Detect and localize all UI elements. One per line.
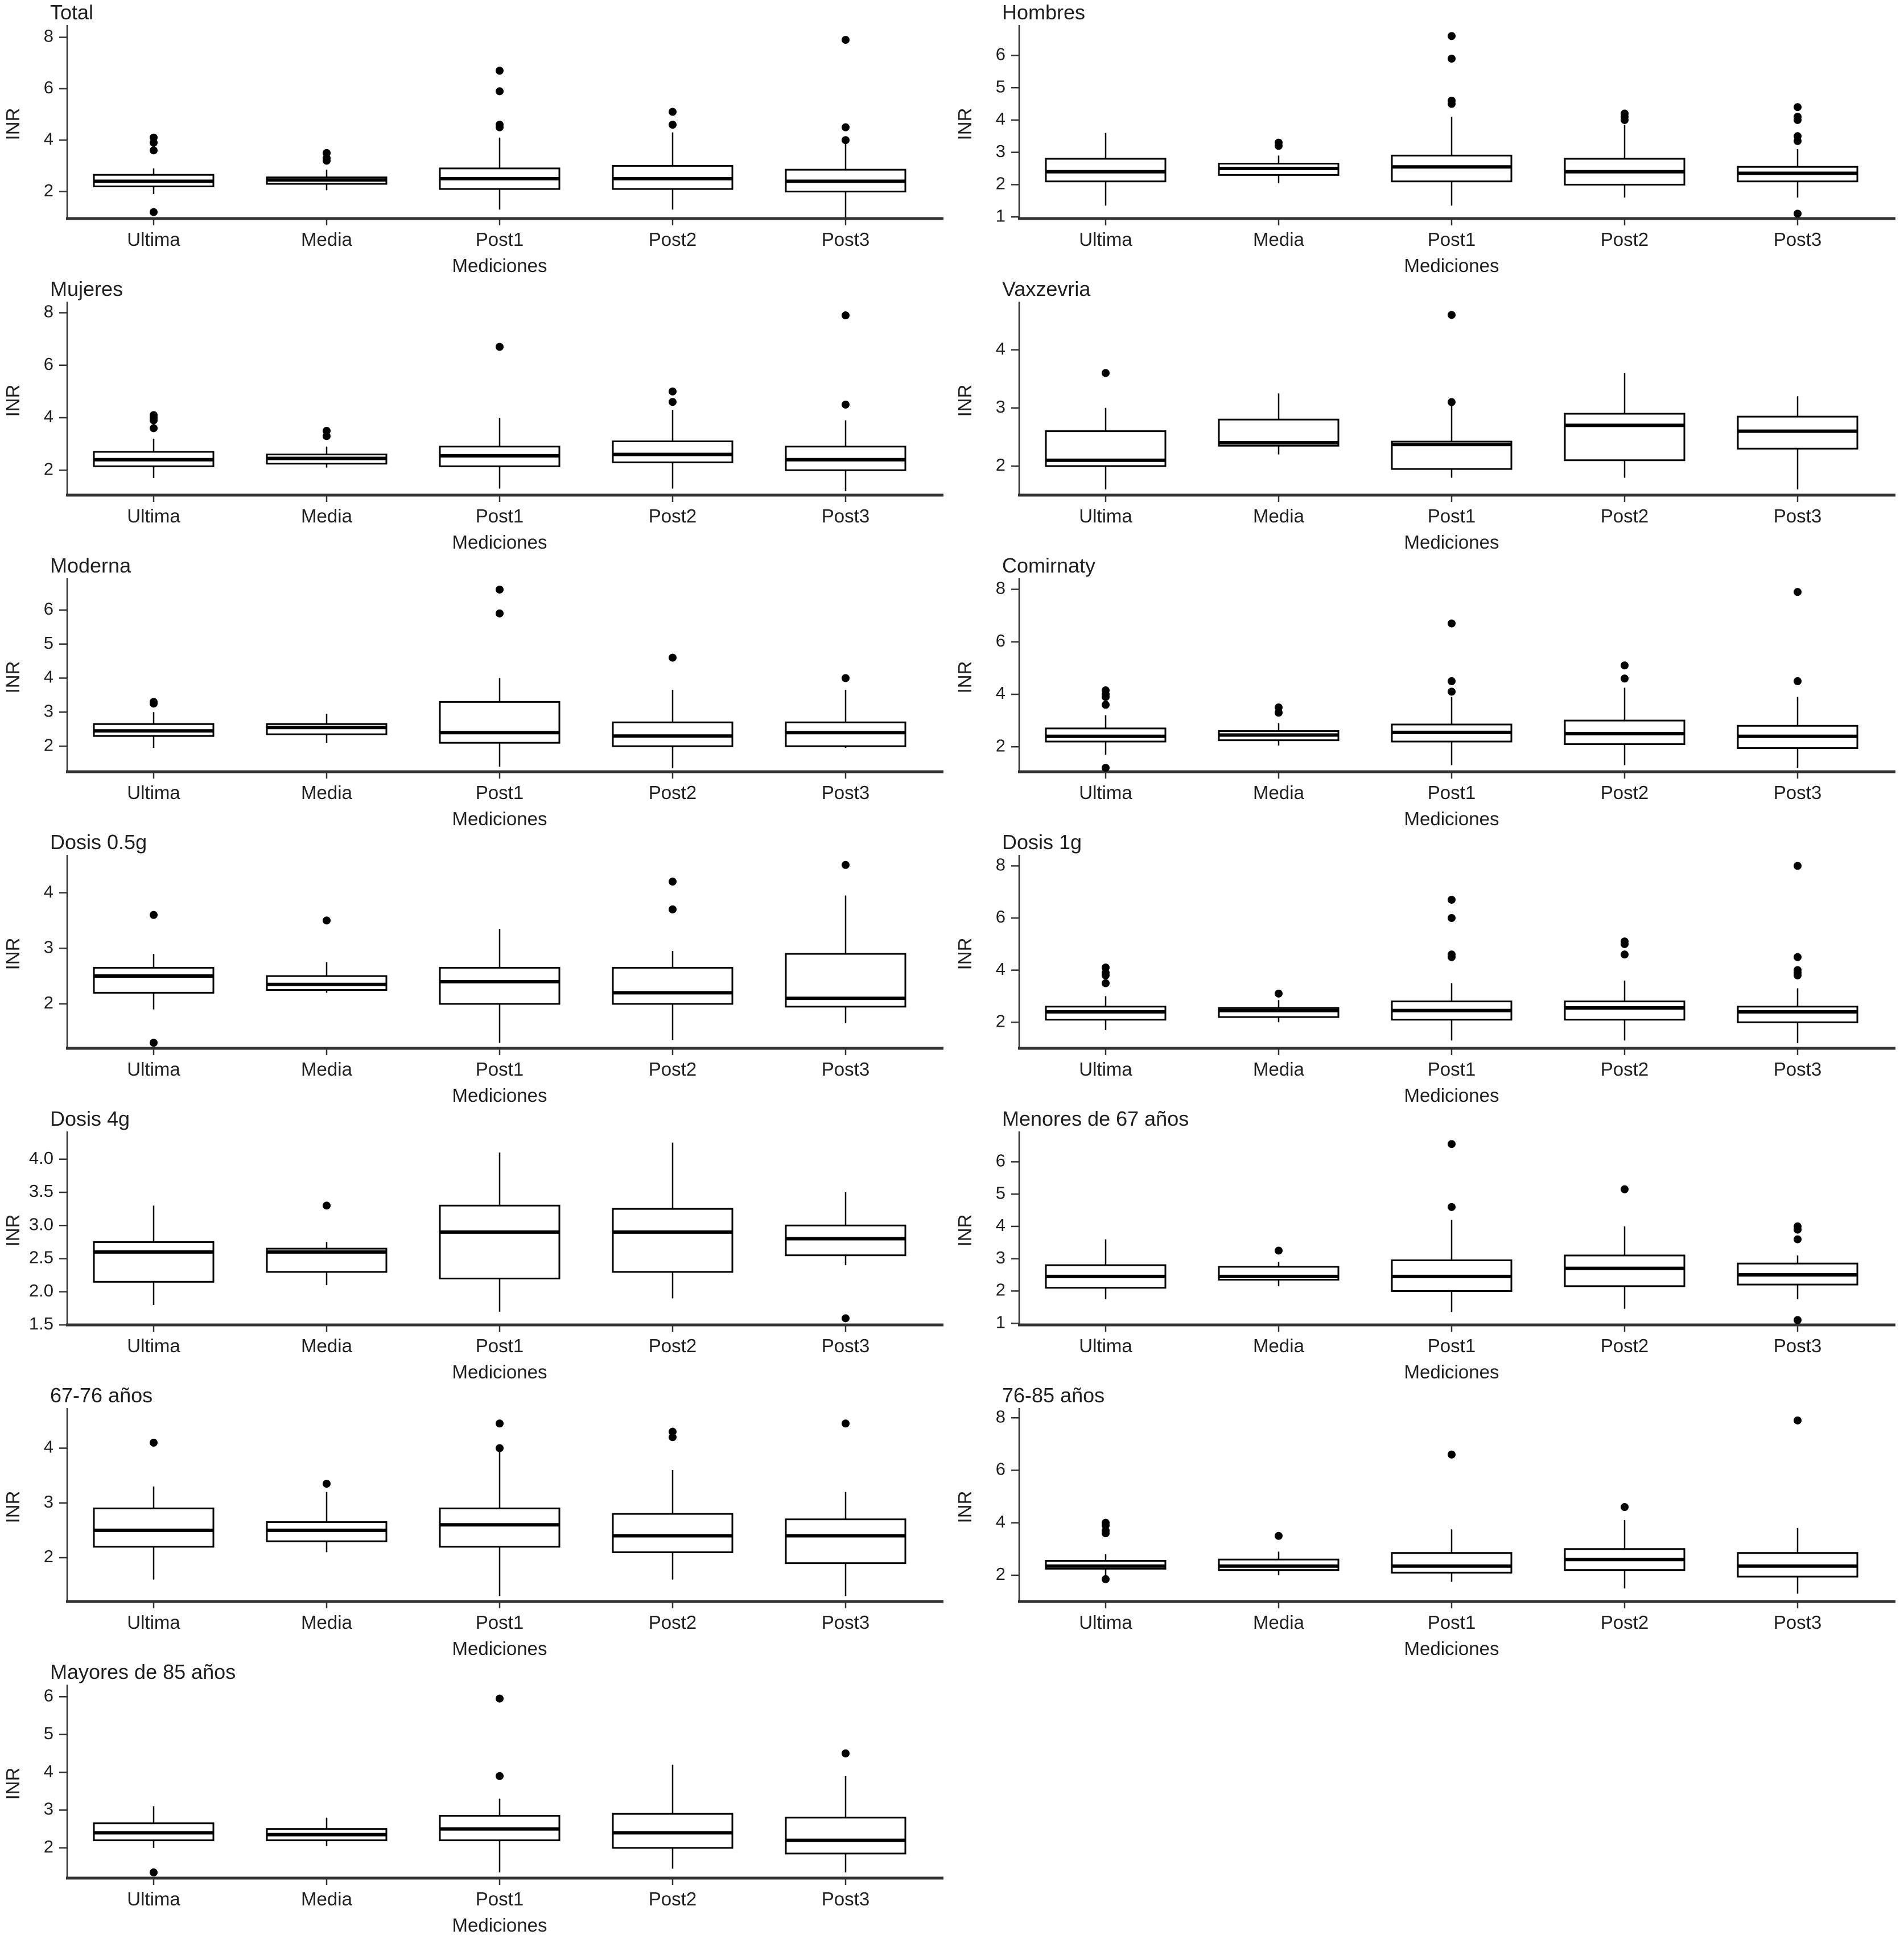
outlier-dot: [496, 121, 504, 129]
panel-title: 76-85 años: [1002, 1384, 1105, 1407]
y-tick-label: 2: [995, 1564, 1005, 1584]
outlier-dot: [1448, 97, 1456, 105]
x-tick-label: Ultima: [127, 1888, 180, 1909]
y-tick-label: 4: [995, 338, 1005, 359]
y-tick-label: 3: [995, 141, 1005, 161]
outlier-dot: [842, 311, 850, 319]
outlier-dot: [1275, 1246, 1283, 1254]
y-axis-title: INR: [954, 108, 975, 141]
box-iqr: [1565, 1255, 1684, 1286]
outlier-dot: [1275, 1532, 1283, 1540]
outlier-dot: [1448, 950, 1456, 958]
panel-dosis-05g: [0, 830, 952, 1106]
x-tick-label: Post1: [475, 1612, 524, 1633]
box-iqr: [613, 1514, 732, 1552]
panel-mayores-85: [0, 1660, 952, 1936]
y-tick-label: 4: [43, 881, 53, 901]
y-axis-title: INR: [954, 384, 975, 417]
outlier-dot: [842, 123, 850, 131]
boxplot-chart-dosis-1g: [952, 830, 1904, 1106]
outlier-dot: [1794, 966, 1802, 974]
x-tick-label: Ultima: [127, 782, 180, 803]
outlier-dot: [496, 1695, 504, 1703]
panel-comirnaty: [952, 553, 1904, 830]
x-tick-label: Post3: [1773, 229, 1822, 250]
outlier-dot: [669, 905, 677, 913]
panel-menores-67: [952, 1106, 1904, 1383]
outlier-dot: [842, 36, 850, 44]
outlier-dot: [1448, 677, 1456, 685]
y-tick-label: 2.5: [28, 1247, 53, 1267]
x-axis-title: Mediciones: [1404, 1085, 1499, 1106]
outlier-dot: [1275, 703, 1283, 711]
outlier-dot: [1448, 32, 1456, 40]
outlier-dot: [1621, 110, 1629, 118]
x-tick-label: Post1: [1427, 1612, 1476, 1633]
y-tick-label: 3: [43, 1491, 53, 1512]
boxplot-chart-dosis-05g: [0, 830, 952, 1106]
panel-title: Dosis 1g: [1002, 830, 1082, 854]
x-axis-title: Mediciones: [1404, 1361, 1499, 1382]
x-tick-label: Media: [1253, 1612, 1304, 1633]
outlier-dot: [669, 108, 677, 116]
x-tick-label: Post3: [821, 229, 870, 250]
x-tick-label: Ultima: [127, 505, 180, 526]
x-tick-label: Post2: [1600, 505, 1649, 526]
outlier-dot: [1102, 1575, 1110, 1583]
y-tick-label: 2: [995, 173, 1005, 194]
panel-title: Hombres: [1002, 1, 1086, 24]
x-tick-label: Media: [301, 1335, 352, 1356]
x-axis-title: Mediciones: [452, 255, 547, 276]
outlier-dot: [1448, 398, 1456, 406]
x-tick-label: Post2: [648, 1335, 697, 1356]
y-tick-label: 1.5: [28, 1314, 53, 1334]
y-tick-label: 3: [43, 1798, 53, 1819]
box-iqr: [613, 968, 732, 1003]
x-tick-label: Post3: [821, 782, 870, 803]
panel-anos-67-76: [0, 1383, 952, 1660]
outlier-dot: [1102, 1519, 1110, 1527]
x-tick-label: Post1: [1427, 1335, 1476, 1356]
y-tick-label: 8: [43, 301, 53, 322]
outlier-dot: [323, 1201, 331, 1209]
x-tick-label: Post1: [475, 229, 524, 250]
outlier-dot: [1448, 1140, 1456, 1148]
panel-title: Dosis 4g: [50, 1107, 130, 1130]
y-tick-label: 4: [995, 958, 1005, 979]
outlier-dot: [1448, 55, 1456, 63]
x-axis-title: Mediciones: [452, 808, 547, 829]
y-tick-label: 6: [995, 907, 1005, 927]
y-tick-label: 6: [995, 1150, 1005, 1171]
y-tick-label: 3.0: [28, 1214, 53, 1234]
outlier-dot: [1621, 674, 1629, 682]
box-iqr: [94, 1508, 213, 1546]
y-tick-label: 4.0: [28, 1147, 53, 1168]
x-tick-label: Post3: [821, 505, 870, 526]
x-tick-label: Post1: [475, 505, 524, 526]
y-axis-title: INR: [2, 1767, 23, 1800]
boxplot-chart-comirnaty: [952, 553, 1904, 830]
panel-dosis-1g: [952, 830, 1904, 1106]
box-iqr: [786, 1818, 905, 1854]
outlier-dot: [1448, 1203, 1456, 1211]
outlier-dot: [323, 1480, 331, 1488]
outlier-dot: [842, 136, 850, 144]
y-tick-label: 3: [995, 1247, 1005, 1267]
x-axis-title: Mediciones: [1404, 532, 1499, 553]
box-iqr: [1738, 1007, 1857, 1022]
y-tick-label: 3: [43, 701, 53, 721]
x-tick-label: Post1: [475, 782, 524, 803]
outlier-dot: [323, 427, 331, 435]
box-iqr: [613, 1209, 732, 1272]
outlier-dot: [1794, 588, 1802, 596]
x-tick-label: Ultima: [127, 229, 180, 250]
box-iqr: [613, 1814, 732, 1848]
y-tick-label: 3: [43, 937, 53, 957]
y-tick-label: 5: [995, 76, 1005, 97]
panel-vaxzevria: [952, 277, 1904, 553]
x-tick-label: Ultima: [1079, 229, 1132, 250]
y-tick-label: 2: [995, 1011, 1005, 1031]
outlier-dot: [669, 398, 677, 406]
x-tick-label: Media: [1253, 505, 1304, 526]
outlier-dot: [496, 67, 504, 75]
outlier-dot: [1448, 619, 1456, 627]
x-axis-title: Mediciones: [452, 1915, 547, 1936]
y-tick-label: 4: [995, 1511, 1005, 1532]
y-tick-label: 6: [995, 44, 1005, 64]
x-axis-title: Mediciones: [452, 532, 547, 553]
outlier-dot: [1794, 113, 1802, 121]
x-tick-label: Ultima: [1079, 782, 1132, 803]
y-tick-label: 4: [995, 683, 1005, 703]
y-tick-label: 2: [995, 735, 1005, 756]
boxplot-chart-total: [0, 0, 952, 277]
x-tick-label: Post2: [1600, 229, 1649, 250]
outlier-dot: [1794, 1316, 1802, 1324]
outlier-dot: [496, 610, 504, 617]
y-tick-label: 6: [43, 77, 53, 98]
x-tick-label: Media: [301, 505, 352, 526]
y-tick-label: 2: [43, 1837, 53, 1857]
y-tick-label: 5: [995, 1183, 1005, 1203]
panel-title: Dosis 0.5g: [50, 830, 147, 854]
y-tick-label: 8: [43, 26, 53, 46]
outlier-dot: [669, 654, 677, 662]
outlier-dot: [1102, 764, 1110, 772]
x-tick-label: Ultima: [127, 1612, 180, 1633]
panel-anos-76-85: [952, 1383, 1904, 1660]
x-tick-label: Post3: [821, 1612, 870, 1633]
x-tick-label: Post2: [1600, 1612, 1649, 1633]
x-tick-label: Post1: [1427, 229, 1476, 250]
x-tick-label: Post2: [648, 1612, 697, 1633]
y-axis-title: INR: [2, 1491, 23, 1524]
box-iqr: [613, 441, 732, 462]
x-axis-title: Mediciones: [452, 1361, 547, 1382]
box-iqr: [1392, 1553, 1511, 1573]
x-tick-label: Post3: [1773, 1612, 1822, 1633]
outlier-dot: [669, 121, 677, 129]
boxplot-chart-mujeres: [0, 277, 952, 553]
y-tick-label: 4: [43, 129, 53, 149]
x-tick-label: Post3: [1773, 505, 1822, 526]
y-tick-label: 8: [995, 854, 1005, 875]
y-axis-title: INR: [2, 937, 23, 970]
outlier-dot: [150, 146, 158, 154]
x-axis-title: Mediciones: [452, 1638, 547, 1659]
y-axis-title: INR: [2, 108, 23, 141]
panel-title: Moderna: [50, 554, 131, 577]
x-axis-title: Mediciones: [1404, 808, 1499, 829]
y-tick-label: 6: [995, 1459, 1005, 1479]
x-tick-label: Post3: [821, 1888, 870, 1909]
outlier-dot: [1794, 1222, 1802, 1230]
outlier-dot: [1275, 139, 1283, 147]
outlier-dot: [1794, 862, 1802, 870]
outlier-dot: [1794, 103, 1802, 111]
outlier-dot: [150, 911, 158, 919]
x-tick-label: Post2: [1600, 1059, 1649, 1080]
x-tick-label: Post3: [1773, 1059, 1822, 1080]
box-iqr: [786, 1520, 905, 1563]
y-tick-label: 8: [995, 1406, 1005, 1427]
x-axis-title: Mediciones: [1404, 1638, 1499, 1659]
x-tick-label: Post2: [1600, 782, 1649, 803]
x-tick-label: Media: [301, 1059, 352, 1080]
boxplot-chart-menores-67: [952, 1106, 1904, 1383]
box-iqr: [440, 1205, 559, 1278]
panel-title: Menores de 67 años: [1002, 1107, 1189, 1130]
y-tick-label: 6: [995, 630, 1005, 651]
outlier-dot: [496, 343, 504, 351]
x-tick-label: Ultima: [1079, 1059, 1132, 1080]
outlier-dot: [150, 208, 158, 216]
boxplot-chart-vaxzevria: [952, 277, 1904, 553]
outlier-dot: [323, 149, 331, 157]
x-tick-label: Media: [301, 229, 352, 250]
y-tick-label: 2: [43, 1546, 53, 1567]
outlier-dot: [1102, 964, 1110, 971]
outlier-dot: [1621, 1185, 1629, 1193]
outlier-dot: [1102, 979, 1110, 987]
panel-hombres: [952, 0, 1904, 277]
x-tick-label: Post3: [821, 1059, 870, 1080]
outlier-dot: [1448, 1451, 1456, 1459]
box-iqr: [440, 1508, 559, 1546]
boxplot-chart-hombres: [952, 0, 1904, 277]
outlier-dot: [496, 586, 504, 594]
boxplot-chart-dosis-4g: [0, 1106, 952, 1383]
y-tick-label: 5: [43, 632, 53, 653]
y-tick-label: 4: [43, 666, 53, 687]
outlier-dot: [1794, 209, 1802, 217]
panel-dosis-4g: [0, 1106, 952, 1383]
panel-title: Vaxzevria: [1002, 277, 1091, 300]
y-tick-label: 2: [995, 455, 1005, 475]
outlier-dot: [1621, 950, 1629, 958]
x-tick-label: Media: [301, 1612, 352, 1633]
y-axis-title: INR: [954, 1491, 975, 1524]
panel-title: Total: [50, 1, 94, 24]
panel-title: Comirnaty: [1002, 554, 1096, 577]
x-tick-label: Post2: [648, 1888, 697, 1909]
outlier-dot: [669, 388, 677, 396]
x-tick-label: Post3: [1773, 1335, 1822, 1356]
x-tick-label: Ultima: [127, 1335, 180, 1356]
x-tick-label: Ultima: [1079, 505, 1132, 526]
outlier-dot: [1448, 896, 1456, 904]
y-tick-label: 4: [43, 406, 53, 427]
box-iqr: [94, 1242, 213, 1282]
outlier-dot: [1102, 369, 1110, 377]
outlier-dot: [150, 411, 158, 419]
panel-total: [0, 0, 952, 277]
outlier-dot: [842, 674, 850, 682]
y-tick-label: 6: [43, 599, 53, 619]
y-tick-label: 2: [43, 180, 53, 200]
x-tick-label: Media: [1253, 782, 1304, 803]
panel-moderna: [0, 553, 952, 830]
x-tick-label: Media: [1253, 1335, 1304, 1356]
x-tick-label: Post2: [648, 229, 697, 250]
outlier-dot: [1794, 677, 1802, 685]
panel-title: Mayores de 85 años: [50, 1660, 236, 1683]
outlier-dot: [496, 1444, 504, 1452]
y-axis-title: INR: [2, 384, 23, 417]
y-tick-label: 2: [43, 459, 53, 479]
outlier-dot: [1448, 311, 1456, 319]
x-tick-label: Post2: [648, 505, 697, 526]
box-iqr: [1565, 414, 1684, 460]
y-tick-label: 8: [995, 578, 1005, 598]
y-tick-label: 6: [43, 1685, 53, 1706]
boxplot-chart-moderna: [0, 553, 952, 830]
x-tick-label: Post3: [821, 1335, 870, 1356]
y-axis-title: INR: [954, 661, 975, 694]
outlier-dot: [1794, 1417, 1802, 1425]
x-tick-label: Post2: [1600, 1335, 1649, 1356]
outlier-dot: [842, 861, 850, 869]
x-tick-label: Post2: [648, 782, 697, 803]
y-tick-label: 1: [995, 205, 1005, 226]
outlier-dot: [1794, 1236, 1802, 1244]
x-tick-label: Post1: [475, 1335, 524, 1356]
outlier-dot: [1448, 914, 1456, 922]
outlier-dot: [150, 134, 158, 142]
outlier-dot: [496, 1419, 504, 1427]
box-iqr: [1565, 1002, 1684, 1020]
y-tick-label: 4: [43, 1761, 53, 1781]
x-tick-label: Ultima: [1079, 1335, 1132, 1356]
outlier-dot: [150, 698, 158, 706]
y-tick-label: 2: [995, 1279, 1005, 1300]
x-tick-label: Media: [1253, 1059, 1304, 1080]
x-tick-label: Ultima: [127, 1059, 180, 1080]
outlier-dot: [669, 878, 677, 886]
empty-cell: [952, 1660, 1904, 1936]
outlier-dot: [323, 916, 331, 924]
outlier-dot: [496, 87, 504, 95]
outlier-dot: [842, 1314, 850, 1322]
outlier-dot: [150, 1039, 158, 1047]
outlier-dot: [842, 1419, 850, 1427]
x-tick-label: Media: [301, 1888, 352, 1909]
boxplot-chart-mayores-85: [0, 1660, 952, 1936]
boxplot-chart-anos-76-85: [952, 1383, 1904, 1660]
outlier-dot: [1621, 1503, 1629, 1511]
panel-mujeres: [0, 277, 952, 553]
outlier-dot: [1621, 661, 1629, 669]
y-axis-title: INR: [2, 1214, 23, 1247]
outlier-dot: [1794, 953, 1802, 961]
outlier-dot: [1102, 701, 1110, 709]
outlier-dot: [1621, 937, 1629, 945]
box-iqr: [440, 968, 559, 1003]
x-tick-label: Post1: [475, 1059, 524, 1080]
y-tick-label: 6: [43, 353, 53, 374]
y-tick-label: 2: [43, 735, 53, 755]
x-tick-label: Post1: [1427, 505, 1476, 526]
panel-title: 67-76 años: [50, 1384, 153, 1407]
outlier-dot: [150, 424, 158, 432]
y-tick-label: 2: [43, 993, 53, 1013]
y-tick-label: 3: [995, 396, 1005, 417]
x-tick-label: Post2: [648, 1059, 697, 1080]
y-axis-title: INR: [954, 937, 975, 970]
y-tick-label: 4: [995, 109, 1005, 129]
y-tick-label: 1: [995, 1312, 1005, 1332]
x-tick-label: Post3: [1773, 782, 1822, 803]
outlier-dot: [150, 1439, 158, 1447]
outlier-dot: [1794, 132, 1802, 140]
y-axis-title: INR: [954, 1214, 975, 1247]
y-tick-label: 4: [43, 1436, 53, 1457]
y-tick-label: 3.5: [28, 1181, 53, 1201]
outlier-dot: [150, 1868, 158, 1876]
x-tick-label: Post1: [475, 1888, 524, 1909]
outlier-dot: [1275, 990, 1283, 998]
outlier-dot: [842, 1749, 850, 1757]
panel-title: Mujeres: [50, 277, 123, 300]
outlier-dot: [842, 401, 850, 409]
outlier-dot: [1448, 687, 1456, 695]
y-tick-label: 2.0: [28, 1280, 53, 1300]
y-axis-title: INR: [2, 661, 23, 694]
y-tick-label: 4: [995, 1215, 1005, 1236]
boxplot-chart-anos-67-76: [0, 1383, 952, 1660]
outlier-dot: [496, 1772, 504, 1780]
outlier-dot: [669, 1428, 677, 1436]
y-tick-label: 5: [43, 1723, 53, 1743]
x-tick-label: Media: [301, 782, 352, 803]
x-tick-label: Ultima: [1079, 1612, 1132, 1633]
x-axis-title: Mediciones: [1404, 255, 1499, 276]
box-iqr: [94, 968, 213, 993]
x-tick-label: Post1: [1427, 782, 1476, 803]
x-tick-label: Media: [1253, 229, 1304, 250]
x-tick-label: Post1: [1427, 1059, 1476, 1080]
box-iqr: [440, 702, 559, 743]
x-axis-title: Mediciones: [452, 1085, 547, 1106]
outlier-dot: [1102, 686, 1110, 694]
